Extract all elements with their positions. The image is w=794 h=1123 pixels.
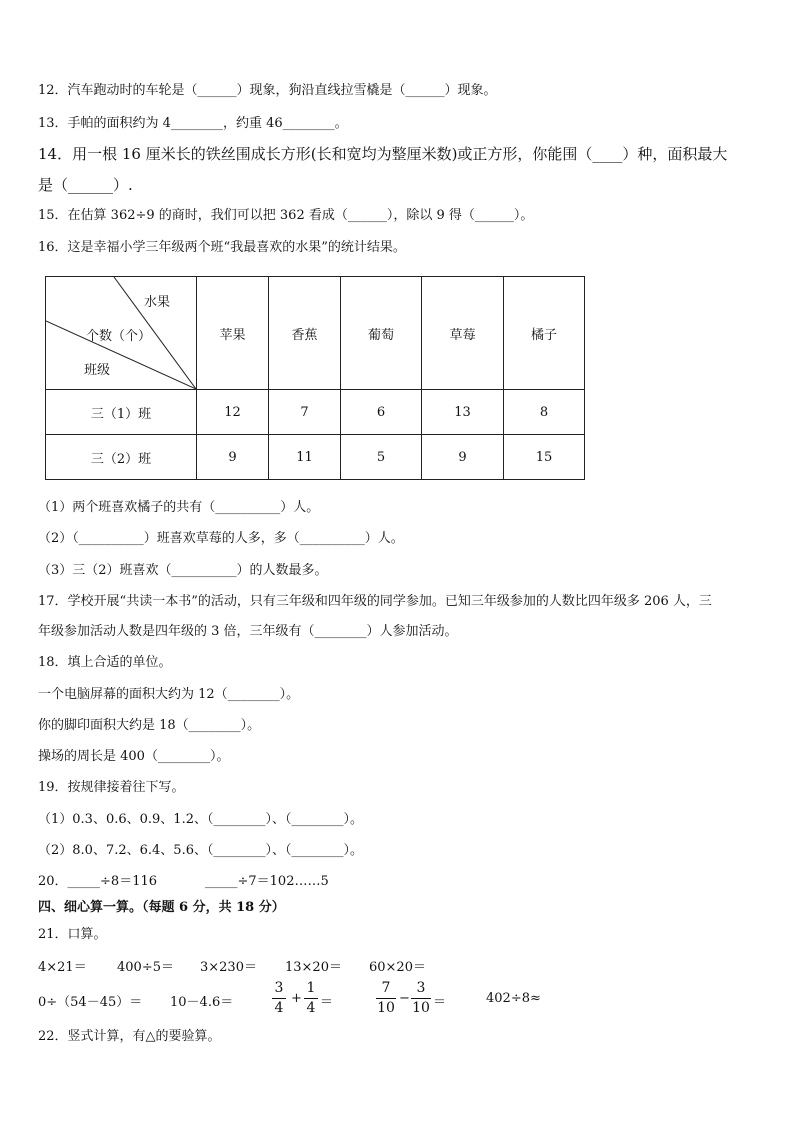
fraction-denominator: 10: [377, 1000, 395, 1016]
table-cell: 11: [269, 435, 341, 480]
table-cell: 9: [197, 435, 269, 480]
header-fruit-orange: 橘子: [504, 277, 585, 390]
row-class-label: 三（2）班: [46, 435, 197, 480]
table-cell: 7: [269, 390, 341, 435]
question-14-line1: 14．用一根 16 厘米长的铁丝围成长方形(长和宽均为整厘米数)或正方形，你能围（____）种，面积最大: [38, 145, 728, 163]
question-18-part2: 你的脚印面积大约是 18（________）。: [38, 718, 261, 733]
fraction: [411, 980, 431, 1017]
mental-math-item: 13×20＝: [285, 960, 342, 975]
question-18: 18．填上合适的单位。: [38, 655, 172, 670]
question-22: 22．竖式计算，有△的要验算。: [38, 1029, 221, 1044]
question-18-part1: 一个电脑屏幕的面积大约为 12（________）。: [38, 687, 300, 702]
question-17-line1: 17．学校开展“共读一本书”的活动，只有三年级和四年级的同学参加。已知三年级参加的人数比四年级多 206 人，三: [38, 594, 712, 609]
question-16-part3: （3）三（2）班喜欢（__________）的人数最多。: [38, 563, 328, 578]
fraction-numerator: 3: [274, 980, 284, 996]
mental-math-item: 4×21＝: [38, 960, 87, 975]
table-cell: 5: [341, 435, 422, 480]
row-class-label: 三（1）班: [46, 390, 197, 435]
question-20-a: 20．_____÷8＝116: [38, 874, 158, 889]
fraction-denominator: 4: [306, 1000, 316, 1016]
table-cell: 13: [422, 390, 504, 435]
fraction-denominator: 10: [412, 1000, 430, 1016]
mental-math-item: 10－4.6＝: [170, 995, 234, 1010]
equals-sign: ＝: [320, 995, 334, 1010]
question-19: 19．按规律接着往下写。: [38, 780, 185, 795]
mental-math-item: 60×20＝: [369, 960, 426, 975]
question-12: 12．汽车跑动时的车轮是（______）现象，狗沿直线拉雪橇是（______）现象。: [38, 83, 497, 98]
table-header-row: [46, 277, 585, 390]
question-18-part3: 操场的周长是 400（________）。: [38, 749, 230, 764]
table-row: [46, 390, 585, 435]
question-15: 15．在估算 362÷9 的商时，我们可以把 362 看成（______），除以 9 得（______）。: [38, 208, 534, 223]
fraction: [304, 980, 318, 1017]
mental-math-item: 400÷5＝: [117, 960, 174, 975]
section-4-heading: 四、细心算一算。（每题 6 分，共 18 分）: [38, 900, 285, 915]
fraction-numerator: 7: [381, 980, 391, 996]
fraction-denominator: 4: [274, 1000, 284, 1016]
fraction: [272, 980, 286, 1017]
question-19-part1: （1）0.3、0.6、0.9、1.2、（________）、（________）。: [38, 812, 363, 827]
question-16-part1: （1）两个班喜欢橘子的共有（__________）人。: [38, 500, 320, 515]
equals-sign: ＝: [433, 995, 447, 1010]
fruit-stats-table: [45, 276, 585, 480]
header-fruit-apple: 苹果: [197, 277, 269, 390]
table-cell: 8: [504, 390, 585, 435]
diag-label-count: 个数（个）: [86, 329, 152, 344]
diag-label-fruit: 水果: [144, 295, 171, 310]
table-cell: 15: [504, 435, 585, 480]
diag-label-class: 班级: [84, 363, 111, 378]
diagonal-header-cell: [46, 277, 197, 390]
mental-math-item: 0÷（54－45）＝: [38, 995, 143, 1010]
table-row: [46, 435, 585, 480]
question-19-part2: （2）8.0、7.2、6.4、5.6、（________）、（________）。: [38, 843, 363, 858]
table-cell: 6: [341, 390, 422, 435]
minus-operator: −: [399, 991, 410, 1006]
table-cell: 12: [197, 390, 269, 435]
header-fruit-grape: 葡萄: [341, 277, 422, 390]
question-20-b: _____÷7＝102……5: [205, 874, 329, 889]
question-17-line2: 年级参加活动人数是四年级的 3 倍，三年级有（________）人参加活动。: [38, 624, 458, 639]
fraction-numerator: 3: [416, 980, 426, 996]
header-fruit-strawberry: 草莓: [422, 277, 504, 390]
question-21: 21．口算。: [38, 927, 107, 942]
question-16-part2: （2）（__________）班喜欢草莓的人多，多（__________）人。: [38, 531, 404, 546]
header-fruit-banana: 香蕉: [269, 277, 341, 390]
fraction: [376, 980, 396, 1017]
fraction-numerator: 1: [306, 980, 316, 996]
plus-operator: +: [291, 991, 302, 1006]
question-13: 13．手帕的面积约为 4________，约重 46________。: [38, 116, 348, 131]
question-16: 16．这是幸福小学三年级两个班“我最喜欢的水果”的统计结果。: [38, 240, 406, 255]
mental-math-item: 3×230＝: [200, 960, 257, 975]
question-14-line2: 是（______）.: [38, 176, 133, 194]
table-cell: 9: [422, 435, 504, 480]
mental-math-item: 402÷8≈: [486, 991, 541, 1006]
